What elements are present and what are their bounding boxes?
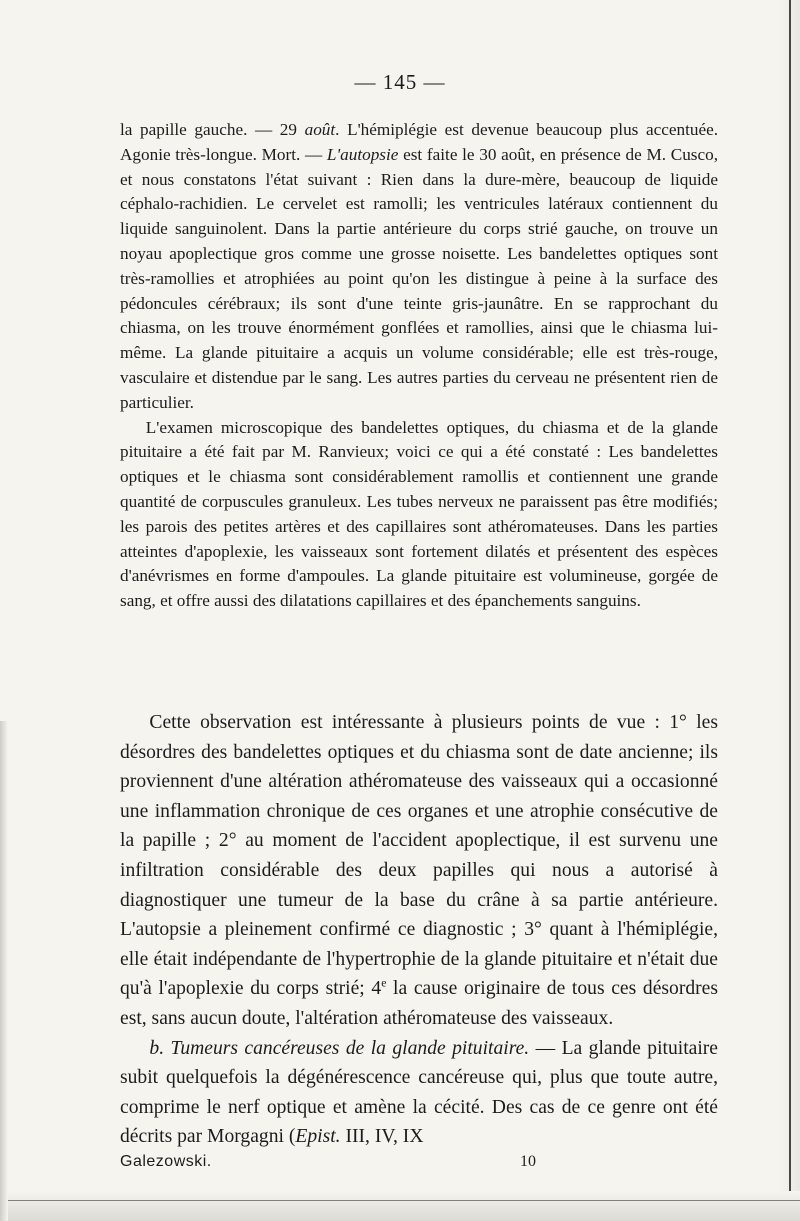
autopsy-paragraph: la papille gauche. — 29 août. L'hémiplégie est devenue beaucoup plus accentuée. Agonie très-longue. Mort. — L'autopsie est faite le 30 août, en présence de M. Cusco, et nous constatons l'état suivant : Rien dans la dure-mère, beaucoup de liquide céphalo-rachidien. Le cervelet est ramolli; les ventricules latéraux contiennent du liquide sanguinolent. Dans la partie antérieure du corps strié gauche, on trouve un noyau apoplectique gros comme une grosse noisette. Les bandelettes optiques sont très-ramollies et atrophiées au point qu'on les distingue à peine à la surface des pédoncules cérébraux; ils sont d'une teinte gris-jaunâtre. En se rapprochant du chiasma, on les trouve énormément gonflées et ramollies, ainsi que le chiasma lui-même. La glande pituitaire a acquis un volume considérable; elle est très-rouge, vasculaire et distendue par le sang. Les autres parties du cerveau ne présentent rien de particulier. xyxy=(120,120,719,412)
page-number: — 145 — xyxy=(354,70,446,94)
observation-paragraph: Cette observation est intéressante à plusieurs points de vue : 1° les désordres des bandelettes optiques et du chiasma sont de date ancienne; ils proviennent d'une altération athéromateuse des vaisseaux qui a occasionné une inflammation chronique de ces organes et une atrophie consécutive de la papille ; 2° au moment de l'accident apoplectique, il est survenu une infiltration considérable des deux papilles qui nous a autorisé à diagnostiquer une tumeur de la base du crâne à sa partie antérieure. L'autopsie a pleinement confirmé ce diagnostic ; 3° quant à l'hémiplégie, elle était indépendante de l'hypertrophie de la glande pituitaire et n'était due qu'à l'apoplexie du corps strié; 4e la cause originaire de tous ces désordres est, sans aucun doute, l'altération athéromateuse des vaisseaux. xyxy=(120,712,718,1029)
date-word: août xyxy=(304,120,336,139)
section-label: b. xyxy=(149,1037,165,1059)
page-bottom-edge xyxy=(0,1191,800,1221)
signature-author: Galezowski. xyxy=(120,1153,212,1170)
epist-citation: Epist. xyxy=(295,1126,341,1148)
page-fold-line xyxy=(789,0,791,1221)
signature-sheet-number: 10 xyxy=(520,1153,536,1170)
commentary xyxy=(120,708,718,1152)
page-left-shadow xyxy=(0,721,8,1221)
clinical-report xyxy=(120,118,718,614)
ordinal-suffix: e xyxy=(381,976,387,990)
microscopy-paragraph: L'examen microscopique des bandelettes optiques, du chiasma et de la glande pituitaire a été fait par M. Ranvieux; voici ce qui a été constaté : Les bandelettes optiques et le chiasma sont considérablement ramollis et contiennent une grande quantité de corpuscules granuleux. Les tubes nerveux ne paraissent pas être modifiés; les parois des petites artères et des capillaires sont athéromateuses. Dans les parties atteintes d'apoplexie, les vaisseaux sont fortement dilatés et présentent des espèces d'anévrismes en forme d'ampoules. La glande pituitaire est volumineuse, gorgée de sang, et offre aussi des dilatations capillaires et des épanchements sanguins. xyxy=(120,417,718,611)
page-bottom-line xyxy=(0,1200,800,1201)
section-b-paragraph: b. Tumeurs cancéreuses de la glande pituitaire. — La glande pituitaire subit quelquefois la dégénérescence cancéreuse qui, plus que toute autre, comprime le nerf optique et amène la cécité. Des cas de ce genre ont été décrits par Morgagni (Epist. III, IV, IX xyxy=(120,1037,718,1148)
signature-line xyxy=(120,1153,718,1175)
section-heading: Tumeurs cancéreuses de la glande pituitaire. xyxy=(170,1037,530,1059)
autopsie-word: L'autopsie xyxy=(326,144,399,164)
